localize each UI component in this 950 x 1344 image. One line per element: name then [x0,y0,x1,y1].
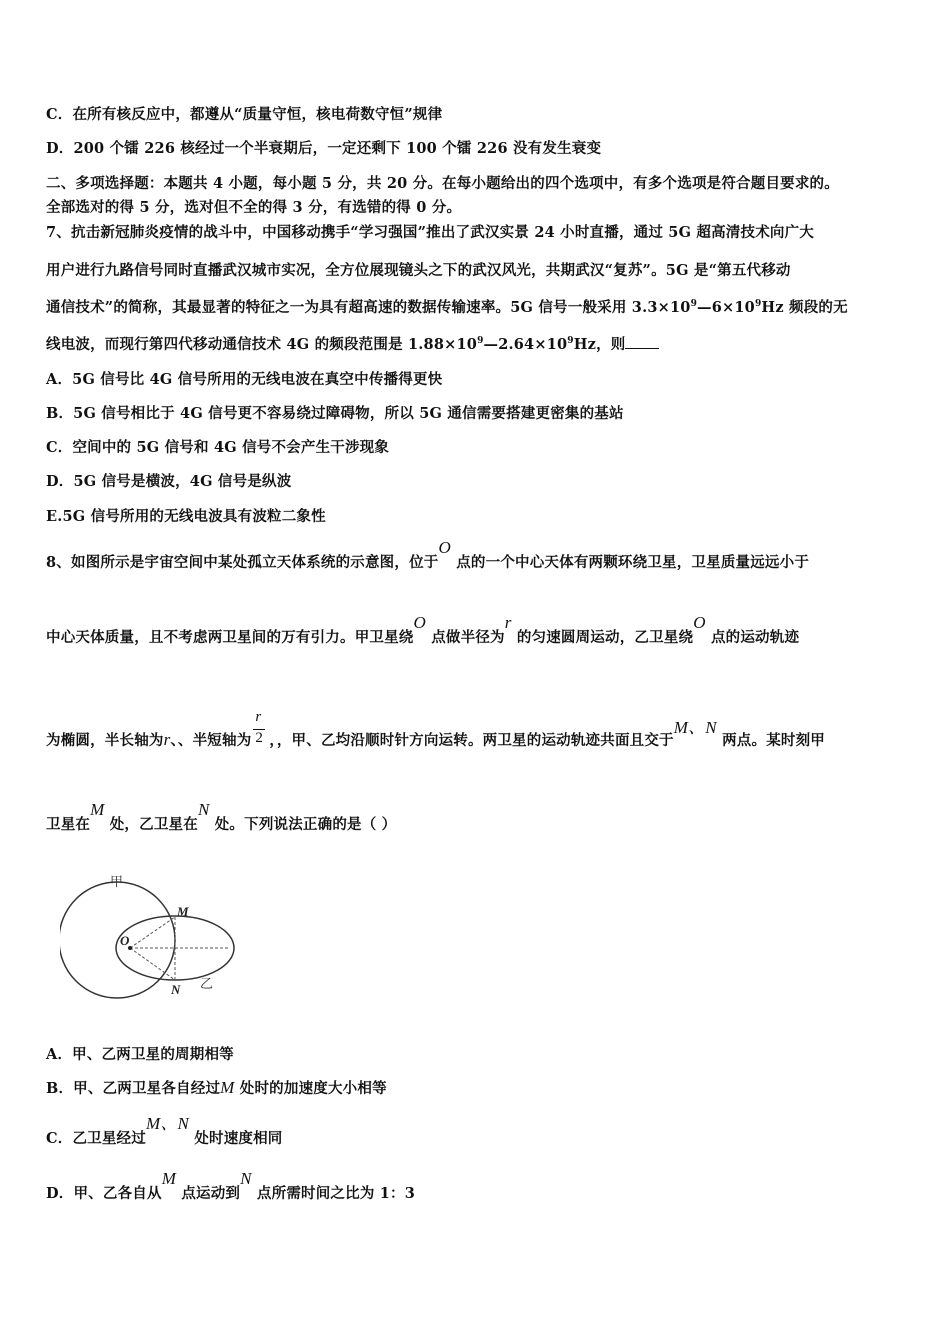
label-m: M [177,904,189,919]
q6-option-c: C．在所有核反应中，都遵从“质量守恒，核电荷数守恒”规律 [46,106,443,123]
q7-stem-line4: 线电波，而现行第四代移动通信技术 4G 的频段范围是 $1.88\times 10^9—2.64\times 10^9Hz$，则 [46,333,659,354]
q7-option-b: B．5G 信号相比于 4G 信号更不容易绕过障碍物，所以 5G 通信需要搭建更密集的基站 [46,405,624,422]
q8-option-c: C．乙卫星经过M、N 处时速度相同 [46,1114,283,1147]
label-n: N [171,982,181,997]
q7-option-e: E.5G 信号所用的无线电波具有波粒二象性 [46,508,326,525]
answer-blank [625,336,659,349]
q8-stem-line1: 8、如图所示是宇宙空间中某处孤立天体系统的示意图，位于O 点的一个中心天体有两颗环绕卫星，卫星质量远远小于 [46,538,810,571]
label-jia: 甲 [110,875,124,890]
fraction-r-over-2: $\frac{r}{2}$ [253,731,267,751]
label-yi: 乙 [200,977,214,992]
section2-heading-line1: 二、多项选择题：本题共 4 小题，每小题 5 分，共 20 分。在每小题给出的四个选项中，有多个选项是符合题目要求的。 [46,175,839,192]
orbit-diagram [60,866,250,1006]
section2-heading-line2: 全部选对的得 5 分，选对但不全的得 3 分，有选错的得 0 分。 [46,199,462,216]
label-o: O [120,933,130,948]
q8-stem-line4: 卫星在M 处，乙卫星在N 处。下列说法正确的是（ ） [46,800,397,833]
q7-option-d: D．5G 信号是横波，4G 信号是纵波 [46,473,292,490]
q8-option-b: B．甲、乙两卫星各自经过M 处时的加速度大小相等 [46,1078,387,1097]
q7-option-a: A．5G 信号比 4G 信号所用的无线电波在真空中传播得更快 [46,371,443,388]
q7-stem-line3: 通信技术”的简称，其最显著的特征之一为具有超高速的数据传输速率。5G 信号一般采用 $3.3\times 10^9—6\times 10^9Hz$ 频段的无 [46,299,848,316]
q7-stem-line2: 用户进行九路信号同时直播武汉城市实况，全方位展现镜头之下的武汉风光，共期武汉“复苏”。5G 是“第五代移动 [46,262,791,279]
q8-stem-line2: 中心天体质量，且不考虑两卫星间的万有引力。甲卫星绕O 点做半径为r 的匀速圆周运动，乙卫星绕O 点的运动轨迹 [46,613,800,646]
q7-stem-line1: 7、抗击新冠肺炎疫情的战斗中，中国移动携手“学习强国”推出了武汉实景 24 小时直播，通过 5G 超高清技术向广大 [46,224,815,241]
q7-option-c: C．空间中的 5G 信号和 4G 信号不会产生干涉现象 [46,439,390,456]
q8-option-a: A．甲、乙两卫星的周期相等 [46,1046,234,1063]
q8-stem-line3: 为椭圆，半长轴为r、、半短轴为 $\frac{r}{2}$ ，，甲、乙均沿顺时针方向运转。两卫星的运动轨迹共面且交于M、N 两点。某时刻甲 [46,709,826,749]
q8-option-d: D．甲、乙各自从M 点运动到N 点所需时间之比为 1：3 [46,1169,416,1202]
q6-option-d: D．200 个镭 226 核经过一个半衰期后，一定还剩下 100 个镭 226 没有发生衰变 [46,140,602,157]
